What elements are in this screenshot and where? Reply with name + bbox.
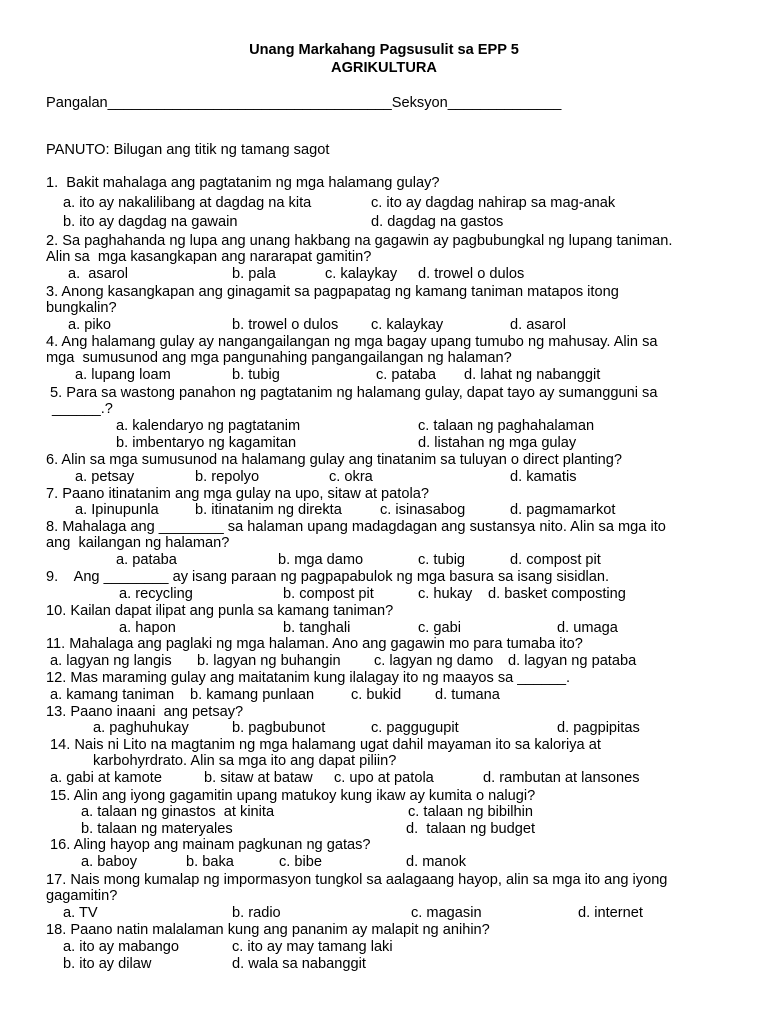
question-stem: 1. Bakit mahalaga ang pagtatanim ng mga halamang gulay? [46, 175, 440, 191]
choice: a. gabi at kamote [50, 770, 162, 786]
choice: c. okra [329, 469, 373, 485]
choice: b. pagbubunot [232, 720, 326, 736]
choice: d. pagpipitas [557, 720, 640, 736]
question-stem: 13. Paano inaani ang petsay? [46, 704, 244, 720]
choice: c. gabi [418, 620, 461, 636]
choice: d. trowel o dulos [418, 266, 525, 282]
choice: a. Ipinupunla [75, 502, 159, 518]
choice: b. imbentaryo ng kagamitan [116, 435, 297, 451]
question-stem: 2. Sa paghahanda ng lupa ang unang hakbang na gagawin ay pagbubungkal ng lupang taniman. [46, 233, 673, 249]
question-stem: 8. Mahalaga ang ________ sa halaman upang madagdagan ang sustansya nito. Alin sa mga ito [46, 519, 666, 535]
choice: a. piko [68, 317, 111, 333]
choice: b. radio [232, 905, 281, 921]
choice: b. repolyo [195, 469, 260, 485]
choice: c. ito ay may tamang laki [232, 939, 393, 955]
choice: a. ito ay mabango [63, 939, 180, 955]
choice: a. baboy [81, 854, 137, 870]
choice: a. kalendaryo ng pagtatanim [116, 418, 301, 434]
choice: a. kamang taniman [50, 687, 175, 703]
question-stem: 14. Nais ni Lito na magtanim ng mga halamang ugat dahil mayaman ito sa kaloriya at [46, 737, 601, 753]
choice: d. manok [406, 854, 467, 870]
question-stem: 11. Mahalaga ang paglaki ng mga halaman. Ano ang gagawin mo para tumaba ito? [46, 636, 583, 652]
choice: c. talaan ng paghahalaman [418, 418, 595, 434]
question-stem: 10. Kailan dapat ilipat ang punla sa kamang taniman? [46, 603, 394, 619]
question-stem: 3. Anong kasangkapan ang ginagamit sa pagpapatag ng kamang taniman matapos itong [46, 284, 619, 300]
choice: b. tanghali [283, 620, 351, 636]
choice: b. tubig [232, 367, 280, 383]
question-stem: gagamitin? [46, 888, 118, 904]
exam-title: Unang Markahang Pagsusulit sa EPP 5 [249, 42, 519, 58]
choice: b. baka [186, 854, 234, 870]
choice: a. ito ay nakalilibang at dagdag na kita [63, 195, 312, 211]
choice: b. trowel o dulos [232, 317, 339, 333]
choice: c. pataba [376, 367, 437, 383]
choice: a. recycling [119, 586, 193, 602]
choice: d. listahan ng mga gulay [418, 435, 577, 451]
choice: d. compost pit [510, 552, 601, 568]
choice: a. talaan ng ginastos at kinita [81, 804, 275, 820]
choice: a. pataba [116, 552, 177, 568]
choice: c. bukid [351, 687, 402, 703]
question-stem: 18. Paano natin malalaman kung ang pananim ay malapit ng anihin? [46, 922, 490, 938]
choice: b. ito ay dilaw [63, 956, 152, 972]
choice: b. talaan ng materyales [81, 821, 233, 837]
choice: c. bibe [279, 854, 322, 870]
question-stem: 7. Paano itinatanim ang mga gulay na upo, sitaw at patola? [46, 486, 429, 502]
choice: b. kamang punlaan [190, 687, 315, 703]
name-section-line: Pangalan___________________________________Seksyon______________ [46, 95, 562, 111]
question-stem: 6. Alin sa mga sumusunod na halamang gulay ang tinatanim sa tuluyan o direct planting? [46, 452, 623, 468]
choice: b. pala [232, 266, 276, 282]
choice: c. lagyan ng damo [374, 653, 494, 669]
question-stem: ang kailangan ng halaman? [46, 535, 230, 551]
choice: b. lagyan ng buhangin [197, 653, 341, 669]
choice: b. sitaw at bataw [204, 770, 313, 786]
choice: a. TV [63, 905, 98, 921]
choice: d. basket composting [488, 586, 626, 602]
choice: a. lupang loam [75, 367, 171, 383]
choice: a. lagyan ng langis [50, 653, 172, 669]
choice: d. asarol [510, 317, 566, 333]
choice: c. isinasabog [380, 502, 466, 518]
choice: d. lagyan ng pataba [508, 653, 637, 669]
choice: c. talaan ng bibilhin [408, 804, 533, 820]
choice: d. kamatis [510, 469, 577, 485]
choice: c. ito ay dagdag nahirap sa mag-anak [371, 195, 616, 211]
instruction: PANUTO: Bilugan ang titik ng tamang sagot [46, 142, 330, 158]
exam-subtitle: AGRIKULTURA [331, 60, 437, 76]
choice: c. magasin [411, 905, 482, 921]
choice: d. rambutan at lansones [483, 770, 640, 786]
question-stem: 16. Aling hayop ang mainam pagkunan ng gatas? [46, 837, 371, 853]
choice: a. hapon [119, 620, 176, 636]
choice: b. ito ay dagdag na gawain [63, 214, 238, 230]
choice: b. mga damo [278, 552, 364, 568]
question-stem: 12. Mas maraming gulay ang maitatanim kung ilalagay ito ng maayos sa ______. [46, 670, 571, 686]
choice: d. wala sa nabanggit [232, 956, 366, 972]
choice: c. kalaykay [371, 317, 444, 333]
question-stem: mga sumusunod ang mga pangunahing pangangailangan ng halaman? [46, 350, 512, 366]
question-stem: 15. Alin ang iyong gagamitin upang matukoy kung ikaw ay kumita o nalugi? [46, 788, 536, 804]
question-stem: 9. Ang ________ ay isang paraan ng pagpapabulok ng mga basura sa isang sisidlan. [46, 569, 610, 585]
question-stem: bungkalin? [46, 300, 117, 316]
choice: c. paggugupit [371, 720, 459, 736]
question-stem: karbohyrdrato. Alin sa mga ito ang dapat piliin? [93, 753, 397, 769]
choice: a. petsay [75, 469, 135, 485]
choice: d. internet [578, 905, 643, 921]
choice: c. tubig [418, 552, 466, 568]
choice: a. asarol [68, 266, 129, 282]
choice: b. itinatanim ng direkta [195, 502, 342, 518]
question-stem: 17. Nais mong kumalap ng impormasyon tungkol sa aalagaang hayop, alin sa mga ito ang iyong [46, 872, 668, 888]
choice: c. kalaykay [325, 266, 398, 282]
choice: a. paghuhukay [93, 720, 189, 736]
choice: d. dagdag na gastos [371, 214, 504, 230]
question-stem: 5. Para sa wastong panahon ng pagtatanim ng halamang gulay, dapat tayo ay sumangguni sa [46, 385, 658, 401]
question-stem: ______.? [52, 401, 113, 417]
choice: d. tumana [435, 687, 500, 703]
choice: d. umaga [557, 620, 618, 636]
choice: d. pagmamarkot [510, 502, 616, 518]
question-stem: Alin sa mga kasangkapan ang nararapat gamitin? [46, 249, 372, 265]
question-stem: 4. Ang halamang gulay ay nangangailangan ng mga bagay upang tumubo ng mahusay. Alin sa [46, 334, 658, 350]
choice: c. hukay [418, 586, 473, 602]
choice: b. compost pit [283, 586, 374, 602]
choice: d. lahat ng nabanggit [464, 367, 601, 383]
choice: c. upo at patola [334, 770, 434, 786]
choice: d. talaan ng budget [406, 821, 536, 837]
